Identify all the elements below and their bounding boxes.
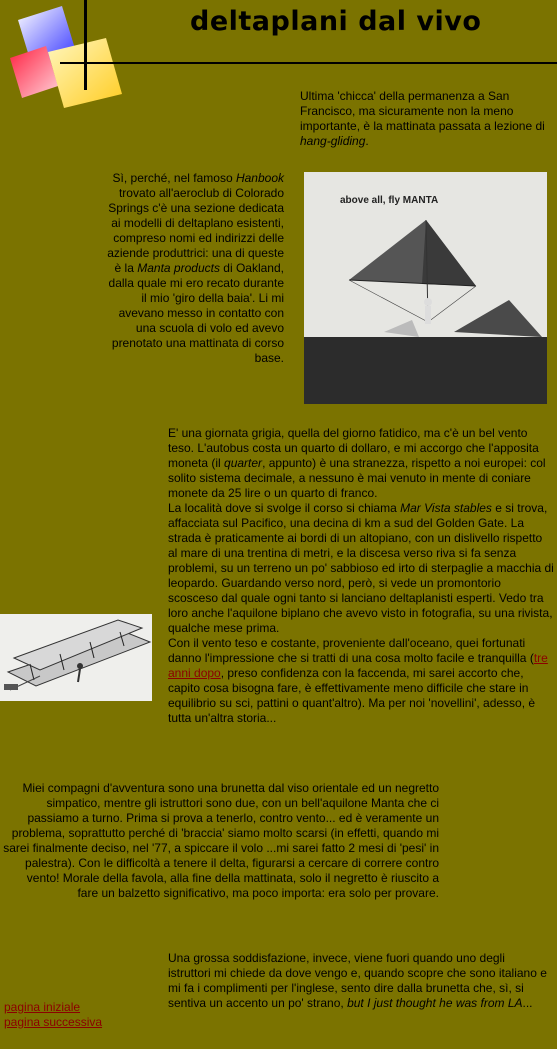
intro-paragraph: Ultima 'chicca' della permanenza a San Francisco, ma sicuramente non la meno importante, è la mattinata passata a lezione di hang-gliding. [300, 89, 545, 148]
paragraph-hanbook: Sì, perché, nel famoso Hanbook trovato all'aeroclub di Colorado Springs c'è una sezione dedicata ai modelli di deltaplano esistenti, compreso nomi ed indirizzi delle aziende produttrici: una di queste è la Manta products di Oakland, dalla quale mi ero recato durante il mio 'giro della baia'. Li mi avevano messo in contatto con una scuola di volo ed avevo prenotato una mattinata di corso base. [107, 171, 284, 365]
header-rule [60, 62, 557, 64]
paragraph-soddisfazione: Una grossa soddisfazione, invece, viene fuori quando uno degli istruttori mi chiede da dove vengo e, quando scopre che sono italiano e mi fa i complimenti per l'inglese, sento dire dalla brunetta che, sì, si sentiva un accento un po' strano, but I just thought he was from LA... [168, 951, 547, 1010]
home-page-link[interactable]: pagina iniziale [4, 1000, 81, 1014]
page-title: deltaplani dal vivo [190, 6, 482, 37]
manta-advert-photo [304, 172, 547, 404]
paragraph-giornata-grigia: E' una giornata grigia, quella del giorno fatidico, ma c'è un bel vento teso. L'autobus costa un quarto di dollaro, e mi accorgo che l'apposita moneta (il quarter, appunto) è una stranezza, rispetto a noi europei: col solito sistema decimale, a nessuno è mai venuto in mente di coniare monete da 25 lire o un quarto di franco. La località dove si svolge il corso si chiama Mar Vista stables e si trova, affacciata sul Pacifico, una decina di km a sud del Golden Gate. La strada è praticamente ai bordi di un altopiano, con un dislivello rispetto al mare di una trentina di metri, e la discesa verso riva si fa senza problemi, su un terreno un po' sabbioso ed irto di sterpaglie a macchia di leopardo. Guardando verso nord, però, si vede un promontorio scosceso dal quale ogni tanto si lanciano deltaplanisti esperti. Vedo tra loro anche l'aquilone biplano che avevo visto in fotografia, su una rivista, qualche mese prima. Con il vento teso e costante, proveniente dall'oceano, quei fortunati danno l'impressione che si tratti di una cosa molto facile e tranquilla (tre anni dopo, preso confidenza con la faccenda, mi sarei accorto che, capito cosa bisogna fare, è effettivamente meno difficile che stare in equilibrio su sci, pattini o quant'altro). Ma per noi 'novellini', adesso, è tutta un'altra storia... [168, 426, 554, 725]
page-navigation [4, 1000, 102, 1030]
photo-caption: above all, fly MANTA [340, 195, 439, 206]
biplane-glider-photo [0, 614, 152, 701]
tre-anni-dopo-link[interactable]: tre anni dopo [168, 651, 548, 680]
paragraph-compagni: Miei compagni d'avventura sono una brunetta dal viso orientale ed un negretto simpatico, mentre gli istruttori sono due, con un bell'aquilone Manta che ci passiamo a turno. Prima si prova a tenerlo, contro vento... ed è veramente un problema, soprattutto perché di 'braccia' siamo molto scarsi (in effetti, quando mi sarei finalmente deciso, nel '77, a spiccare il volo ...mi sarei fatto 2 mesi di 'pesi' in palestra). Con le difficoltà a tenere il delta, figurarsi a cercare di correre contro vento! Morale della favola, alla fine della mattinata, solo il negretto è riuscito a fare un balzetto significativo, ma poco importa: era solo per provare. [3, 781, 439, 900]
next-page-link[interactable]: pagina successiva [4, 1015, 103, 1029]
site-logo [0, 0, 130, 115]
logo-vertical-line [84, 0, 87, 90]
